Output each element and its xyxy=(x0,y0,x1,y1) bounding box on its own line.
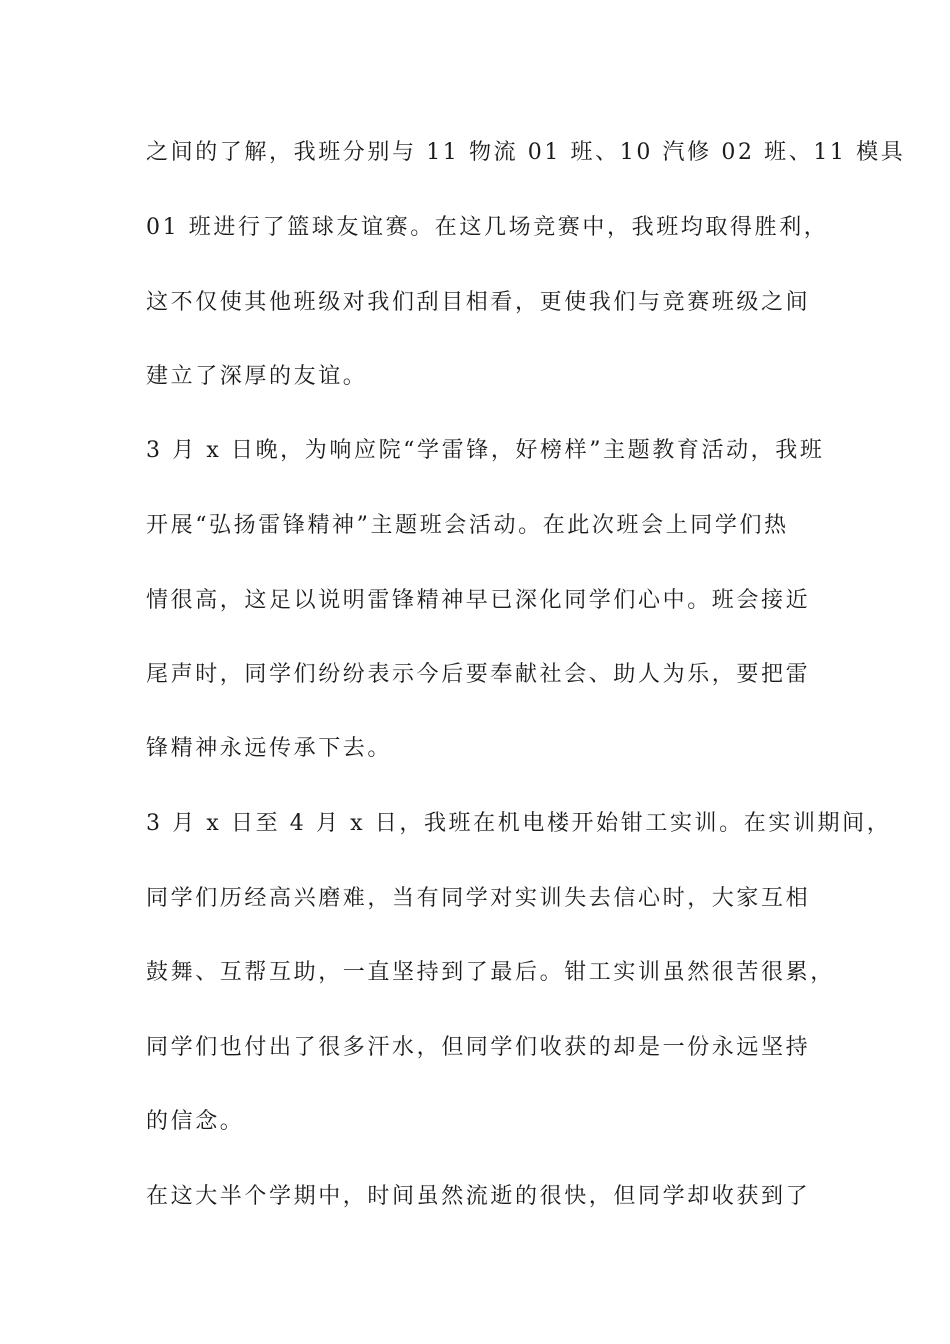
text-line: 建立了深厚的友谊。 xyxy=(146,364,368,389)
text-line: 3 月 x 日晚，为响应院“学雷锋，好榜样”主题教育活动，我班 xyxy=(146,438,825,463)
text-line: 尾声时，同学们纷纷表示今后要奉献社会、助人为乐，要把雷 xyxy=(146,662,811,687)
text-line: 同学们历经高兴磨难，当有同学对实训失去信心时，大家互相 xyxy=(146,886,811,911)
text-line: 之间的了解，我班分别与 11 物流 01 班、10 汽修 02 班、11 模具 xyxy=(146,140,906,165)
text-line: 锋精神永远传承下去。 xyxy=(146,736,393,761)
text-line: 3 月 x 日至 4 月 x 日，我班在机电楼开始钳工实训。在实训期间， xyxy=(146,811,892,836)
text-line: 开展“弘扬雷锋精神”主题班会活动。在此次班会上同学们热 xyxy=(146,513,789,538)
text-line: 这不仅使其他班级对我们刮目相看，更使我们与竞赛班级之间 xyxy=(146,290,811,315)
text-line: 情很高，这足以说明雷锋精神早已深化同学们心中。班会接近 xyxy=(146,588,811,613)
text-line: 在这大半个学期中，时间虽然流逝的很快，但同学却收获到了 xyxy=(146,1184,811,1209)
text-line: 鼓舞、互帮互助，一直坚持到了最后。钳工实训虽然很苦很累， xyxy=(146,960,835,985)
text-line: 的信念。 xyxy=(146,1109,245,1134)
text-line: 01 班进行了篮球友谊赛。在这几场竞赛中，我班均取得胜利， xyxy=(146,215,829,240)
text-line: 同学们也付出了很多汗水，但同学们收获的却是一份永远坚持 xyxy=(146,1035,811,1060)
